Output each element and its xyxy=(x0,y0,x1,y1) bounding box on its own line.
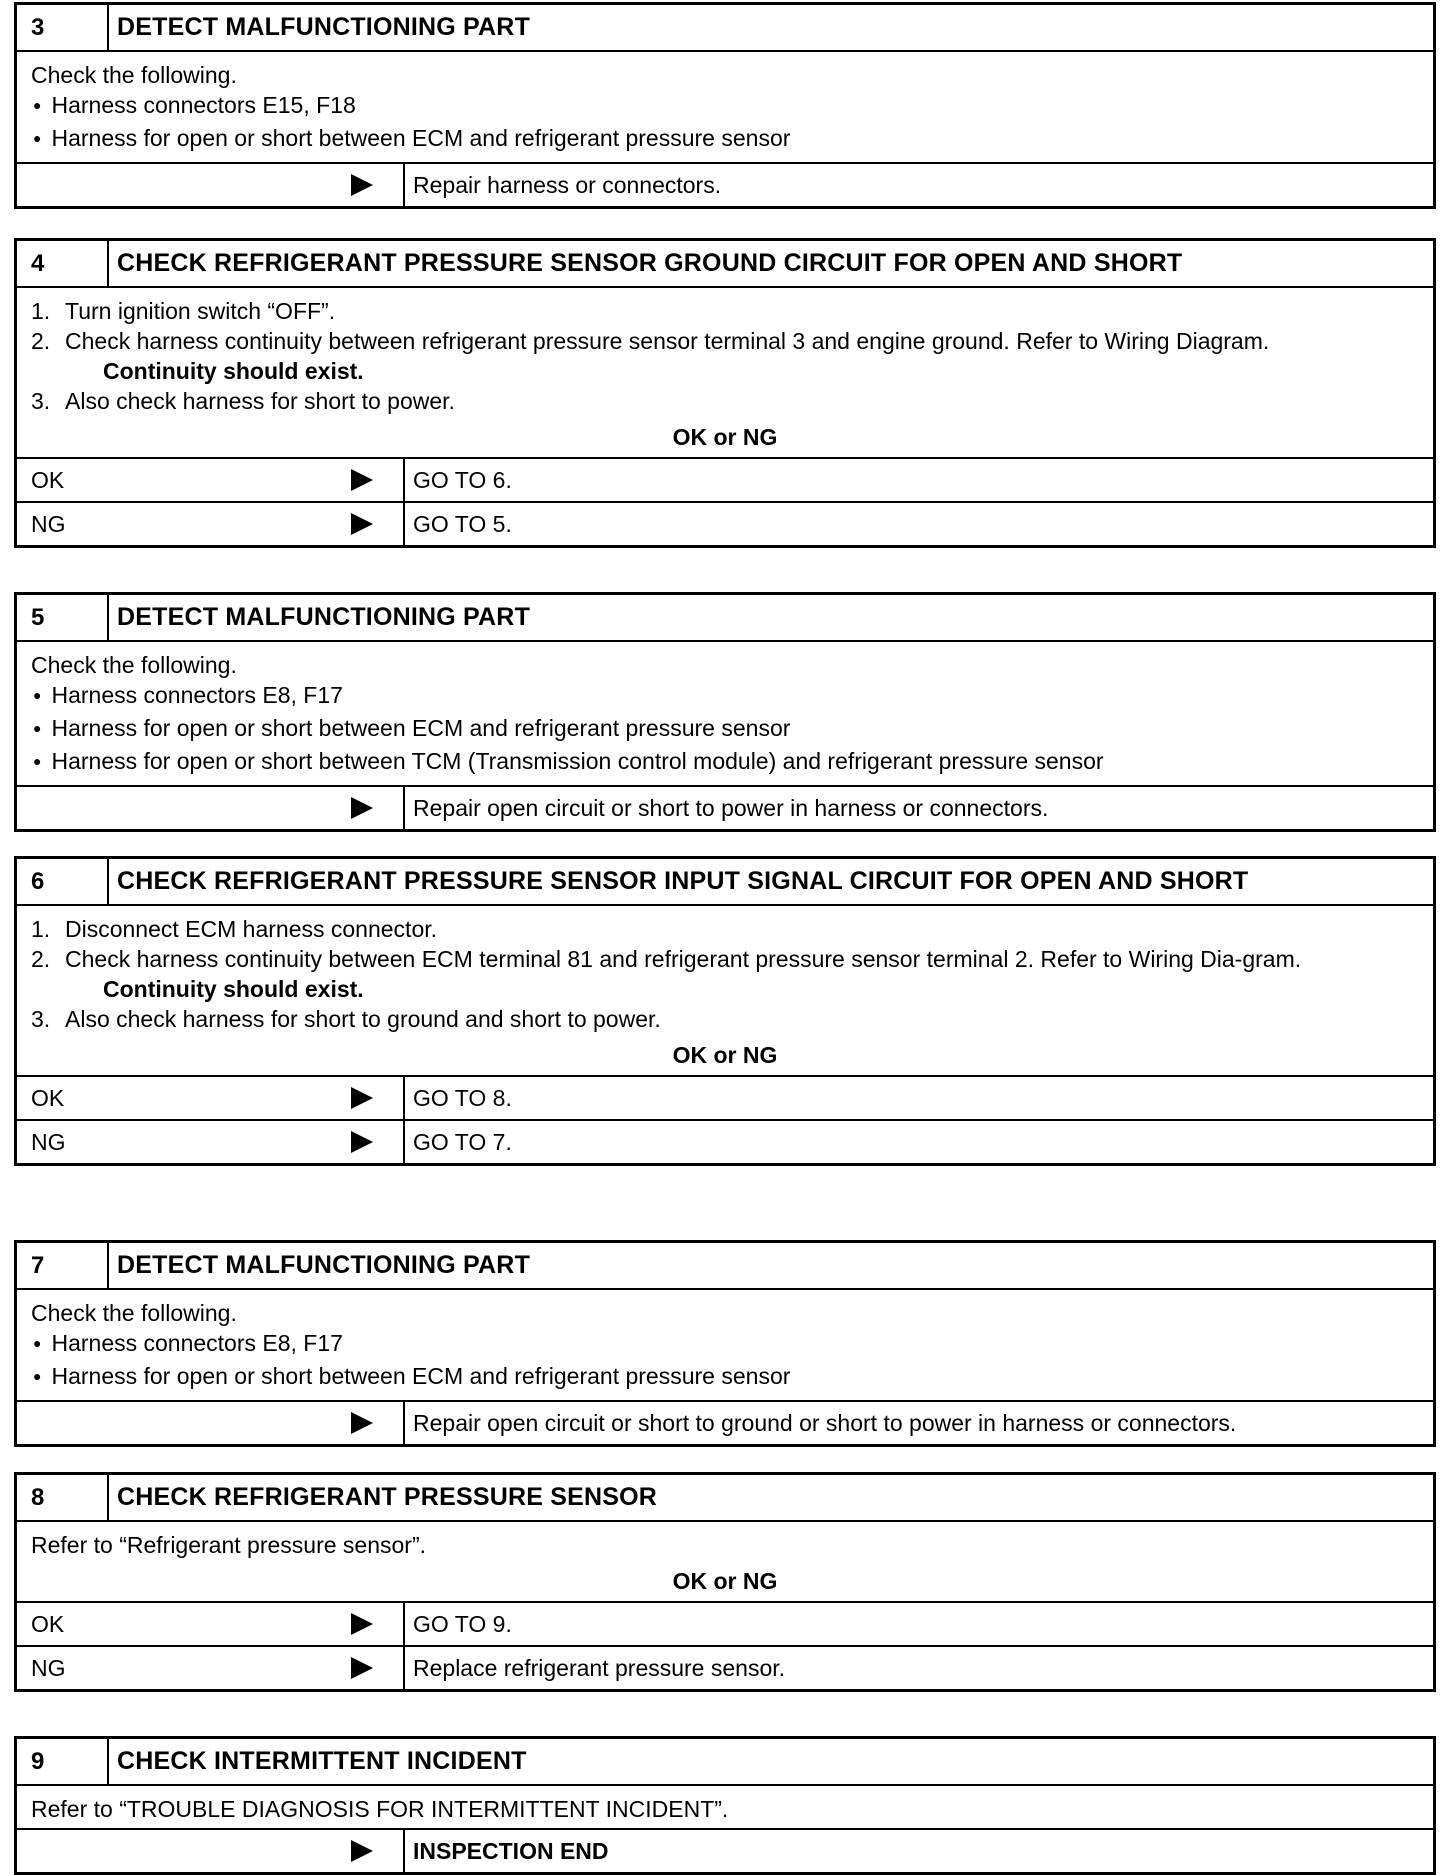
ok-label: OK xyxy=(31,1610,65,1637)
result-row xyxy=(17,1828,1433,1872)
numbered-item: 3. Also check harness for short to power. xyxy=(31,388,455,414)
ok-or-ng-label: OK or NG xyxy=(672,1042,778,1068)
step-number: 8 xyxy=(17,1475,109,1520)
ok-label: OK xyxy=(31,466,65,493)
step-title: CHECK REFRIGERANT PRESSURE SENSOR xyxy=(117,1483,657,1511)
step-title: CHECK INTERMITTENT INCIDENT xyxy=(117,1747,527,1775)
step-header xyxy=(17,1739,1433,1786)
ng-label: NG xyxy=(31,510,66,537)
arrow-right-icon xyxy=(351,469,373,491)
step-number: 4 xyxy=(17,241,109,286)
numbered-item: 2. Check harness continuity between refrigerant pressure sensor terminal 3 and engine ground. Refer to Wiring Diagram. xyxy=(31,328,1270,354)
step-number: 3 xyxy=(17,5,109,50)
step-6 xyxy=(14,856,1436,1166)
step-body xyxy=(17,52,1433,162)
arrow-right-icon xyxy=(351,1613,373,1635)
result-text: INSPECTION END xyxy=(413,1837,609,1864)
ng-row xyxy=(17,1645,1433,1689)
result-row xyxy=(17,785,1433,829)
step-title: CHECK REFRIGERANT PRESSURE SENSOR GROUND CIRCUIT FOR OPEN AND SHORT xyxy=(117,249,1183,277)
intro-text: Refer to “Refrigerant pressure sensor”. xyxy=(31,1532,426,1558)
numbered-item: 3. Also check harness for short to ground and short to power. xyxy=(31,1006,661,1032)
step-3 xyxy=(14,2,1436,209)
step-header xyxy=(17,595,1433,642)
ng-label: NG xyxy=(31,1128,66,1155)
step-body xyxy=(17,1522,1433,1560)
step-7 xyxy=(14,1240,1436,1447)
ng-result: GO TO 7. xyxy=(413,1128,512,1155)
ok-row xyxy=(17,457,1433,501)
step-number: 5 xyxy=(17,595,109,640)
step-8 xyxy=(14,1472,1436,1692)
result-cell-left xyxy=(17,164,405,206)
emphasis-text: Continuity should exist. xyxy=(103,358,364,384)
arrow-right-icon xyxy=(351,1412,373,1434)
arrow-right-icon xyxy=(351,1131,373,1153)
ng-row xyxy=(17,1119,1433,1163)
step-title: CHECK REFRIGERANT PRESSURE SENSOR INPUT SIGNAL CIRCUIT FOR OPEN AND SHORT xyxy=(117,867,1249,895)
ok-or-ng-label: OK or NG xyxy=(672,1568,778,1594)
step-header xyxy=(17,241,1433,288)
step-5 xyxy=(14,592,1436,832)
step-body xyxy=(17,906,1433,1034)
step-title: DETECT MALFUNCTIONING PART xyxy=(117,13,531,41)
ok-row xyxy=(17,1601,1433,1645)
step-body xyxy=(17,1786,1433,1828)
numbered-item: 1. Turn ignition switch “OFF”. xyxy=(31,298,336,324)
bullet-item: ● Harness connectors E8, F17 xyxy=(31,680,1423,713)
step-4 xyxy=(14,238,1436,548)
result-row xyxy=(17,162,1433,206)
emphasis-text: Continuity should exist. xyxy=(103,976,364,1002)
arrow-right-icon xyxy=(351,1087,373,1109)
ok-or-ng-label: OK or NG xyxy=(672,424,778,450)
step-9 xyxy=(14,1736,1436,1875)
ok-label: OK xyxy=(31,1084,65,1111)
step-header xyxy=(17,859,1433,906)
step-title: DETECT MALFUNCTIONING PART xyxy=(117,603,531,631)
ok-result: GO TO 6. xyxy=(413,466,512,493)
bullet-item: ● Harness connectors E8, F17 xyxy=(31,1328,1423,1361)
bullet-item: ● Harness for open or short between ECM and refrigerant pressure sensor xyxy=(31,1361,1423,1394)
numbered-item: 1. Disconnect ECM harness connector. xyxy=(31,916,438,942)
step-header xyxy=(17,1243,1433,1290)
intro-text: Check the following. xyxy=(31,1300,237,1326)
ok-row xyxy=(17,1075,1433,1119)
step-number: 6 xyxy=(17,859,109,904)
step-number: 7 xyxy=(17,1243,109,1288)
ng-result: GO TO 5. xyxy=(413,510,512,537)
step-header xyxy=(17,1475,1433,1522)
step-title: DETECT MALFUNCTIONING PART xyxy=(117,1251,531,1279)
arrow-right-icon xyxy=(351,174,373,196)
step-body xyxy=(17,288,1433,416)
ok-result: GO TO 8. xyxy=(413,1084,512,1111)
step-number: 9 xyxy=(17,1739,109,1784)
ok-result: GO TO 9. xyxy=(413,1610,512,1637)
intro-text: Check the following. xyxy=(31,652,237,678)
result-text: Repair harness or connectors. xyxy=(413,171,722,198)
bullet-item: ● Harness for open or short between ECM and refrigerant pressure sensor xyxy=(31,713,1423,746)
ng-label: NG xyxy=(31,1654,66,1681)
bullet-item: ● Harness for open or short between ECM and refrigerant pressure sensor xyxy=(31,123,1423,156)
arrow-right-icon xyxy=(351,1657,373,1679)
ng-result: Replace refrigerant pressure sensor. xyxy=(413,1654,786,1681)
bullet-item: ● Harness connectors E15, F18 xyxy=(31,90,1423,123)
numbered-item: 2. Check harness continuity between ECM terminal 81 and refrigerant pressure sensor terminal 2. Refer to Wiring Dia-gram. xyxy=(31,946,1302,972)
result-row xyxy=(17,1400,1433,1444)
step-header xyxy=(17,5,1433,52)
intro-text: Refer to “TROUBLE DIAGNOSIS FOR INTERMITTENT INCIDENT”. xyxy=(31,1796,729,1822)
arrow-right-icon xyxy=(351,797,373,819)
intro-text: Check the following. xyxy=(31,62,237,88)
result-text: Repair open circuit or short to ground or short to power in harness or connectors. xyxy=(413,1409,1237,1436)
arrow-right-icon xyxy=(351,513,373,535)
ng-row xyxy=(17,501,1433,545)
bullet-item: ● Harness for open or short between TCM (Transmission control module) and refrigerant pressure sensor xyxy=(31,746,1423,779)
result-text: Repair open circuit or short to power in harness or connectors. xyxy=(413,794,1049,821)
step-body xyxy=(17,642,1433,785)
arrow-right-icon xyxy=(351,1840,373,1862)
step-body xyxy=(17,1290,1433,1400)
